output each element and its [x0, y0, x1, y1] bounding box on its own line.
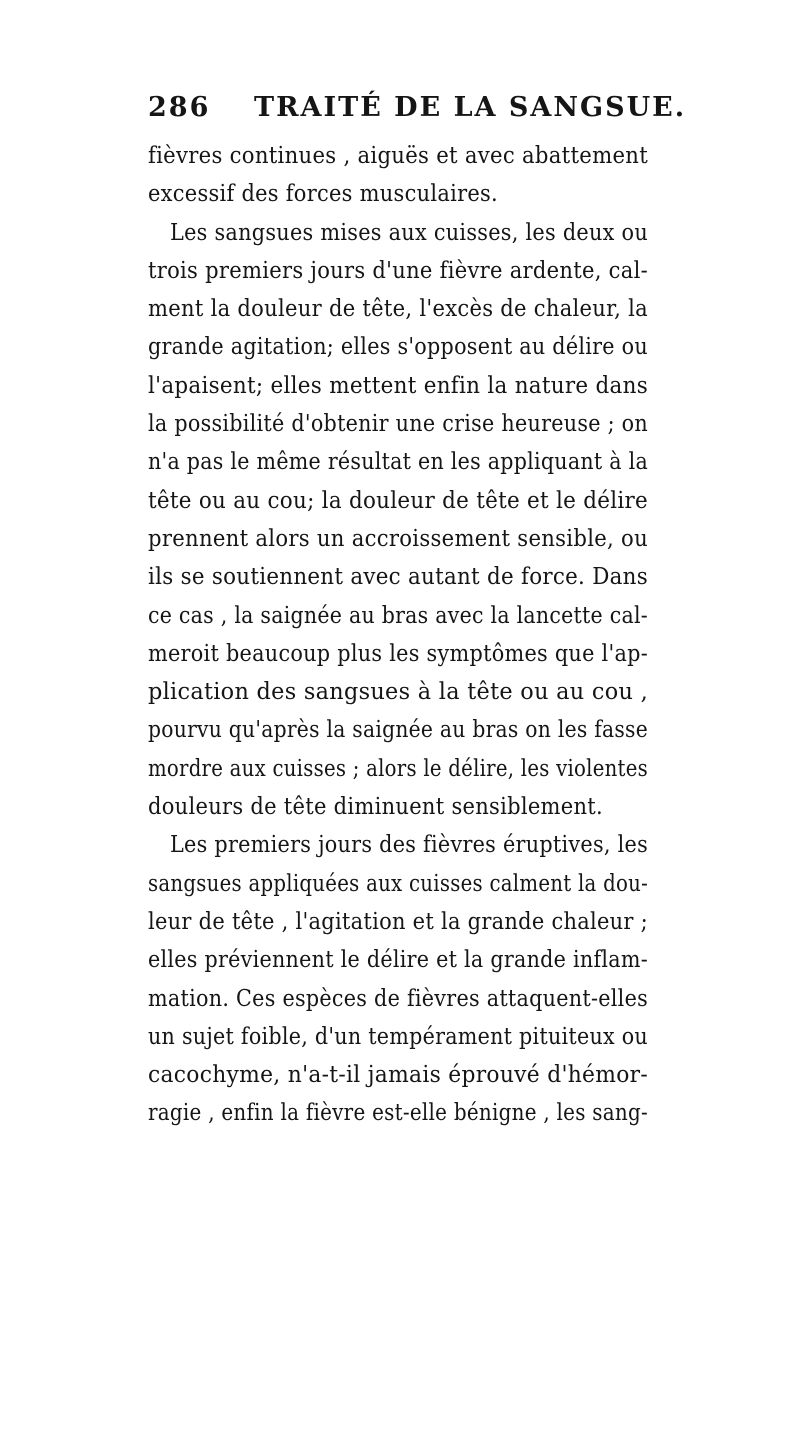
text-line-4: trois premiers jours d'une fièvre ardente, cal-: [148, 257, 648, 284]
text-line-22: elles préviennent le délire et la grande inflam-: [148, 947, 648, 974]
text-line-26: ragie , enfin la fièvre est-elle bénigne , les sang-: [148, 1100, 648, 1127]
text-line-17: mordre aux cuisses ; alors le délire, les violentes: [148, 755, 648, 782]
text-line-14: meroit beaucoup plus les symptômes que l'ap-: [148, 640, 648, 667]
text-line-12: ils se soutiennent avec autant de force. Dans: [148, 564, 648, 591]
text-line-8: la possibilité d'obtenir une crise heureuse ; on: [148, 411, 648, 438]
body-text: [148, 137, 648, 1133]
text-line-19: Les premiers jours des fièvres éruptives, les: [170, 832, 648, 859]
text-line-13: ce cas , la saignée au bras avec la lancette cal-: [148, 602, 648, 629]
page-number: 286: [148, 92, 211, 123]
running-title: TRAITÉ DE LA SANGSUE.: [254, 92, 687, 123]
text-line-11: prennent alors un accroissement sensible, ou: [148, 525, 648, 552]
text-line-6: grande agitation; elles s'opposent au délire ou: [148, 334, 648, 361]
text-line-2: excessif des forces musculaires.: [148, 181, 498, 208]
text-line-20: sangsues appliquées aux cuisses calment la dou-: [148, 870, 648, 897]
running-head: [148, 92, 687, 132]
text-line-16: pourvu qu'après la saignée au bras on les fasse: [148, 717, 648, 744]
text-line-10: tête ou au cou; la douleur de tête et le délire: [148, 487, 648, 514]
text-line-21: leur de tête , l'agitation et la grande chaleur ;: [148, 908, 648, 935]
text-line-23: mation. Ces espèces de fièvres attaquent-elles: [148, 985, 648, 1012]
text-line-15: plication des sangsues à la tête ou au cou ,: [148, 679, 648, 706]
text-line-1: fièvres continues , aiguës et avec abattement: [148, 143, 648, 169]
text-line-25: cacochyme, n'a-t-il jamais éprouvé d'hémor-: [148, 1062, 648, 1089]
text-line-24: un sujet foible, d'un tempérament pituiteux ou: [148, 1023, 648, 1050]
text-line-3: Les sangsues mises aux cuisses, les deux ou: [170, 219, 648, 246]
text-line-7: l'apaisent; elles mettent enfin la nature dans: [148, 372, 648, 399]
text-line-5: ment la douleur de tête, l'excès de chaleur, la: [148, 296, 648, 323]
text-line-9: n'a pas le même résultat en les appliquant à la: [148, 449, 648, 476]
text-line-18: douleurs de tête diminuent sensiblement.: [148, 794, 603, 821]
